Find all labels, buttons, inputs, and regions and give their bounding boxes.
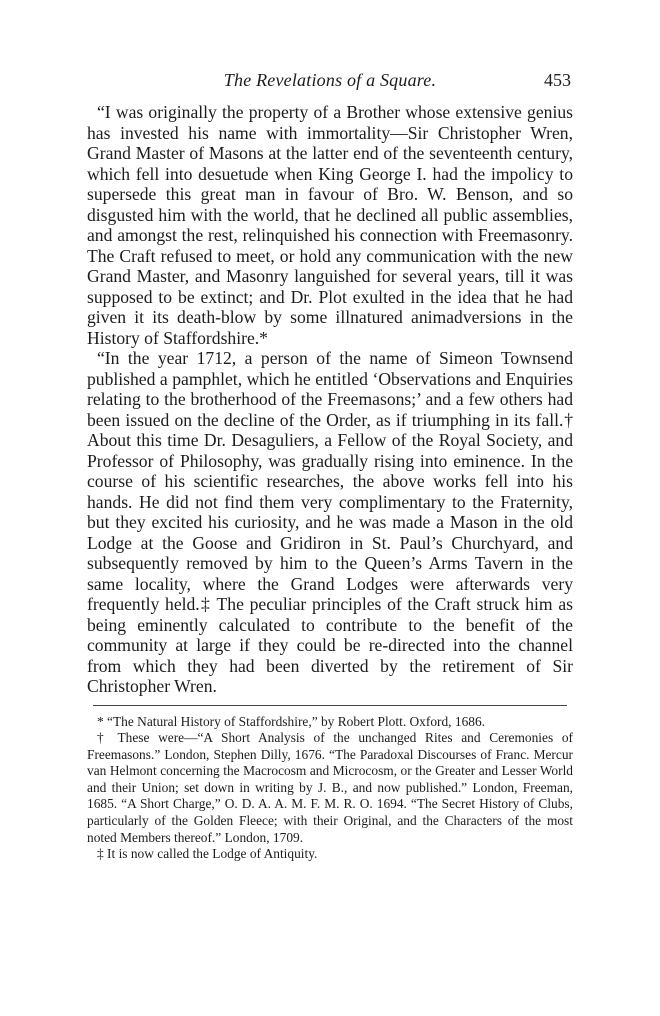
footnote: † These were—“A Short Analysis of the unchanged Rites and Ceremonies of Freemasons.” London, Stephen Dilly, 1676. “The Paradoxal Discourses of Franc. Mercur van Helmont concerning the Macrocosm and Microcosm, or the Greater and Lesser World and their Union; set down in writing by J. B., and now published.” London, Freeman, 1685. “A Short Charge,” O. D. A. A. M. F. M. R. O. 1694. “The Secret History of Clubs, particularly of the Golden Fleece; with their Original, and the Characters of the most noted Members thereof.” London, 1709. (87, 730, 573, 845)
running-head-title: The Revelations of a Square. (223, 70, 437, 90)
book-page (87, 70, 573, 863)
running-head (87, 70, 573, 98)
footnote: * “The Natural History of Staffordshire,” by Robert Plott. Oxford, 1686. (97, 713, 486, 729)
footnote-divider (93, 705, 567, 706)
page-number: 453 (544, 70, 571, 90)
paragraph: “I was originally the property of a Brother whose extensive genius has invested his name with immortality—Sir Christopher Wren, Grand Master of Masons at the latter end of the seventeenth century, which fell into desuetude when King George I. had the impolicy to supersede this great man in favour of Bro. W. Benson, and so disgusted him with the world, that he declined all public assemblies, and amongst the rest, relinquished his connection with Freemasonry. The Craft refused to meet, or hold any communication with the new Grand Master, and Masonry languished for several years, till it was supposed to be extinct; and Dr. Plot exulted in the idea that he had given it its death-blow by some illnatured animadversions in the History of Staffordshire.* (87, 102, 573, 348)
paragraph: “In the year 1712, a person of the name of Simeon Townsend published a pamphlet, which he entitled ‘Observations and Enquiries relating to the brotherhood of the Freemasons;’ and a few others had been issued on the decline of the Order, as if triumphing in its fall.† About this time Dr. Desaguliers, a Fellow of the Royal Society, and Professor of Philosophy, was gradually rising into eminence. In the course of his scientific researches, the above works fell into his hands. He did not find them very complimentary to the Fraternity, but they excited his curiosity, and he was made a Mason in the old Lodge at the Goose and Gridiron in St. Paul’s Churchyard, and subsequently removed by him to the Queen’s Arms Tavern in the same locality, where the Grand Lodges were afterwards very frequently held.‡ The peculiar principles of the Craft struck him as being eminently calculated to contribute to the benefit of the community at large if they could be re-directed into the channel from which they had been diverted by the retirement of Sir Christopher Wren. (87, 348, 573, 696)
body-text (87, 102, 573, 697)
footnotes (87, 714, 573, 863)
footnote: ‡ It is now called the Lodge of Antiquity. (97, 846, 318, 862)
